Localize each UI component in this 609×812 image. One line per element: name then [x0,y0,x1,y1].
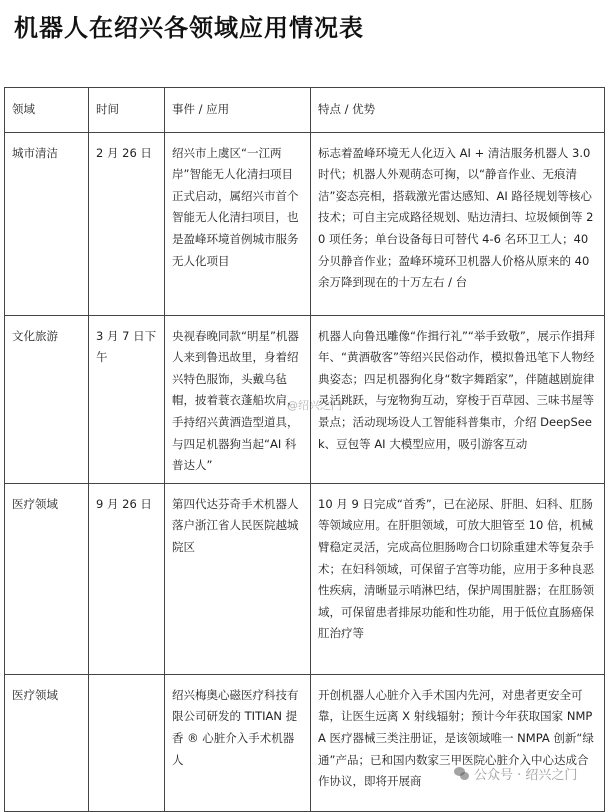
wechat-icon [454,767,470,781]
cell-event: 第四代达芬奇手术机器人落户浙江省人民医院越城院区 [165,483,311,674]
watermark-middle: @绍兴之门 [287,399,342,412]
watermark-bottom-right [454,764,577,783]
cell-features: 机器人向鲁迅雕像“作揖行礼”“举手致敬”，展示作揖拜年、“黄酒敬客”等绍兴民俗动作，模拟鲁迅笔下人物经典姿态；四足机器狗化身“数字舞蹈家”，伴随越剧旋律灵活跳跃，与宠物狗互动，穿梭于百草园、三味书屋等景点；活动现场设人工智能科普集市，介绍 DeepSeek、豆包等 AI 大模型应用，吸引游客互动 [311,315,605,483]
cell-domain: 城市清洁 [5,132,89,315]
header-event: 事件 / 应用 [165,88,311,133]
cell-event: 央视春晚同款“明星”机器人来到鲁迅故里，身着绍兴特色服饰，头戴乌毡帽，披着蓑衣蓬船坎肩，手持绍兴黄酒造型道具，与四足机器狗当起“AI 科普达人” [165,315,311,483]
table-row [5,132,605,315]
header-features: 特点 / 优势 [311,88,605,133]
cell-time [89,674,165,811]
cell-event: 绍兴梅奥心磁医疗科技有限公司研发的 TITIAN 提香 ® 心脏介入手术机器人 [165,674,311,811]
cell-features: 标志着盈峰环境无人化迈入 AI + 清洁服务机器人 3.0 时代；机器人外观萌态可掬，以“静音作业、无痕清洁”姿态亮相，搭载激光雷达感知、AI 路径规划等核心技术；可自主完成路径规划、贴边清扫、垃圾倾倒等 20 项任务；单台设备每日可替代 4-6 名环卫工人；40 分贝静音作业；盈峰环境环卫机器人价格从原来的 40 余万降到现在的十万左右 / 台 [311,132,605,315]
cell-time: 3 月 7 日下午 [89,315,165,483]
cell-features: 开创机器人心脏介入手术国内先河，对患者更安全可靠，让医生远离 X 射线辐射；预计今年获取国家 NMPA 医疗器械三类注册证，是该领域唯一 NMPA 创新“绿通”产品；已和国内数家三甲医院心脏介入中心达成合作协议，即将开展商 [311,674,605,811]
cell-time: 9 月 26 日 [89,483,165,674]
cell-domain: 医疗领域 [5,674,89,811]
cell-domain: 医疗领域 [5,483,89,674]
table-header-row [5,88,605,133]
watermark-bottom-right-text: 公众号 · 绍兴之门 [474,768,578,783]
cell-features: 10 月 9 日完成“首秀”，已在泌尿、肝胆、妇科、肛肠等领域应用。在肝胆领域，可放大胆管至 10 倍，机械臂稳定灵活，完成高位胆肠吻合口切除重建术等复杂手术；在妇科领域，可保留子宫等功能，应用于多种良恶性疾病，清晰显示哨淋巴结，保护周围脏器；在肛肠领域，可保留患者排尿功能和性功能，用于低位直肠癌保肛治疗等 [311,483,605,674]
header-time: 时间 [89,88,165,133]
application-table [4,87,605,812]
page-title: 机器人在绍兴各领域应用情况表 [14,14,364,42]
cell-time: 2 月 26 日 [89,132,165,315]
cell-domain: 文化旅游 [5,315,89,483]
header-domain: 领域 [5,88,89,133]
table-row [5,674,605,811]
table-row [5,483,605,674]
cell-event: 绍兴市上虞区“一江两岸”智能无人化清扫项目正式启动，属绍兴市首个智能无人化清扫项目，也是盈峰环境首例城市服务无人化项目 [165,132,311,315]
